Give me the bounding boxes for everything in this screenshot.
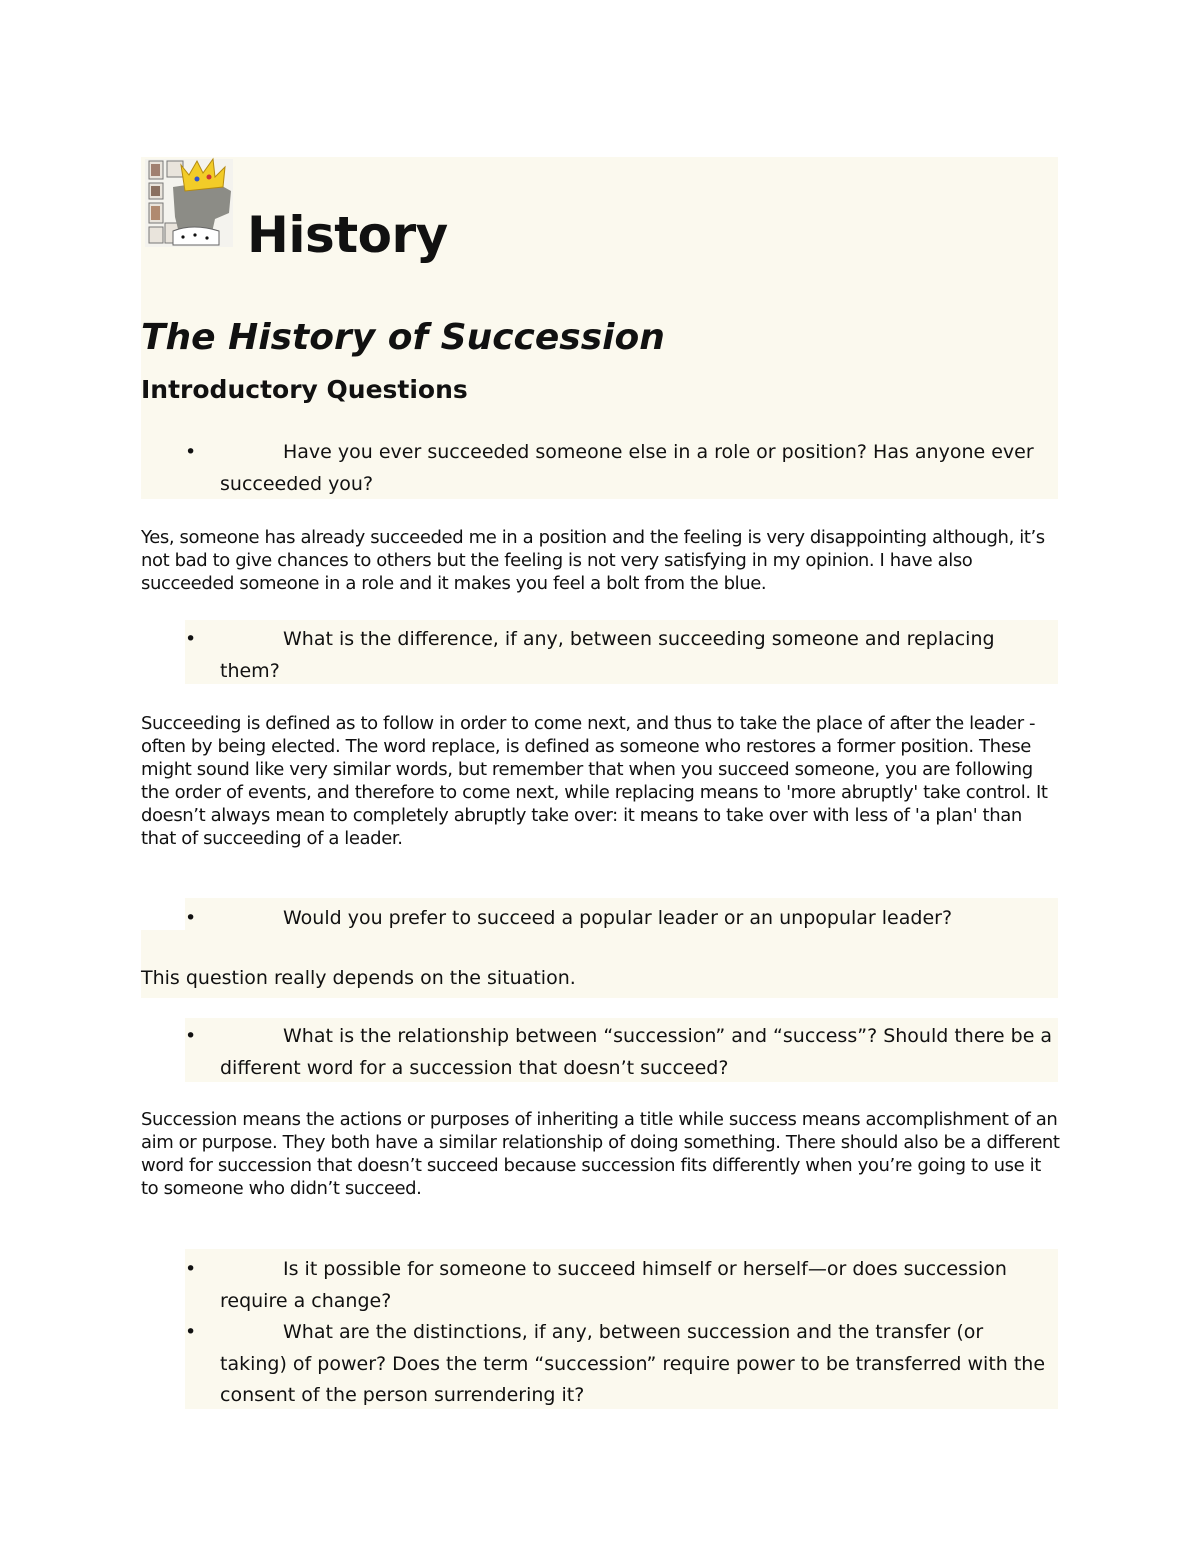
question-text: Would you prefer to succeed a popular leader or an unpopular leader?: [283, 907, 953, 929]
question-item: [185, 903, 1055, 935]
question-item: [185, 624, 1055, 687]
bullet: •: [185, 1025, 197, 1047]
bullet: •: [185, 628, 197, 650]
document-title: The History of Succession: [141, 317, 665, 358]
bullet: •: [185, 1321, 197, 1343]
bullet: •: [185, 441, 197, 463]
answer-paragraph: This question really depends on the situation.: [141, 967, 576, 989]
question-item: [185, 1254, 1055, 1317]
question-text: What is the relationship between “succession” and “success”? Should there be a different word for a succession that doesn’t succeed?: [220, 1025, 1053, 1079]
succession-crown-icon: [143, 157, 235, 249]
question-item: [185, 1021, 1055, 1084]
bullet: •: [185, 1258, 197, 1280]
answer-paragraph: Succession means the actions or purposes of inheriting a title while success means accomplishment of an aim or purpose. They both have a similar relationship of doing something. There should also be a different word for succession that doesn’t succeed because succession fits differently when you’re going to use it to someone who didn’t succeed.: [141, 1109, 1060, 1199]
section-subtitle: Introductory Questions: [141, 375, 468, 404]
question-item: [185, 1317, 1055, 1412]
bullet: •: [185, 907, 197, 929]
question-item: [185, 437, 1055, 500]
question-text: What are the distinctions, if any, between succession and the transfer (or taking) of power? Does the term “succession” require power to be transferred with the consent of the person surrendering it?: [220, 1321, 1046, 1406]
answer-paragraph: Yes, someone has already succeeded me in a position and the feeling is very disappointing although, it’s not bad to give chances to others but the feeling is not very satisfying in my opinion. I have also succeeded someone in a role and it makes you feel a bolt from the blue.: [141, 527, 1045, 594]
question-text: What is the difference, if any, between succeeding someone and replacing them?: [220, 628, 995, 682]
answer-paragraph: Succeeding is defined as to follow in order to come next, and thus to take the place of after the leader - often by being elected. The word replace, is defined as someone who restores a former position. These might sound like very similar words, but remember that when you succeed someone, you are following the order of events, and therefore to come next, while replacing means to 'more abruptly' take control. It doesn’t always mean to completely abruptly take over: it means to take over with less of 'a plan' than that of succeeding of a leader.: [141, 713, 1048, 849]
question-text: Have you ever succeeded someone else in a role or position? Has anyone ever succeeded you?: [220, 441, 1034, 495]
section-title: History: [247, 206, 448, 264]
question-text: Is it possible for someone to succeed himself or herself—or does succession require a change?: [220, 1258, 1007, 1312]
